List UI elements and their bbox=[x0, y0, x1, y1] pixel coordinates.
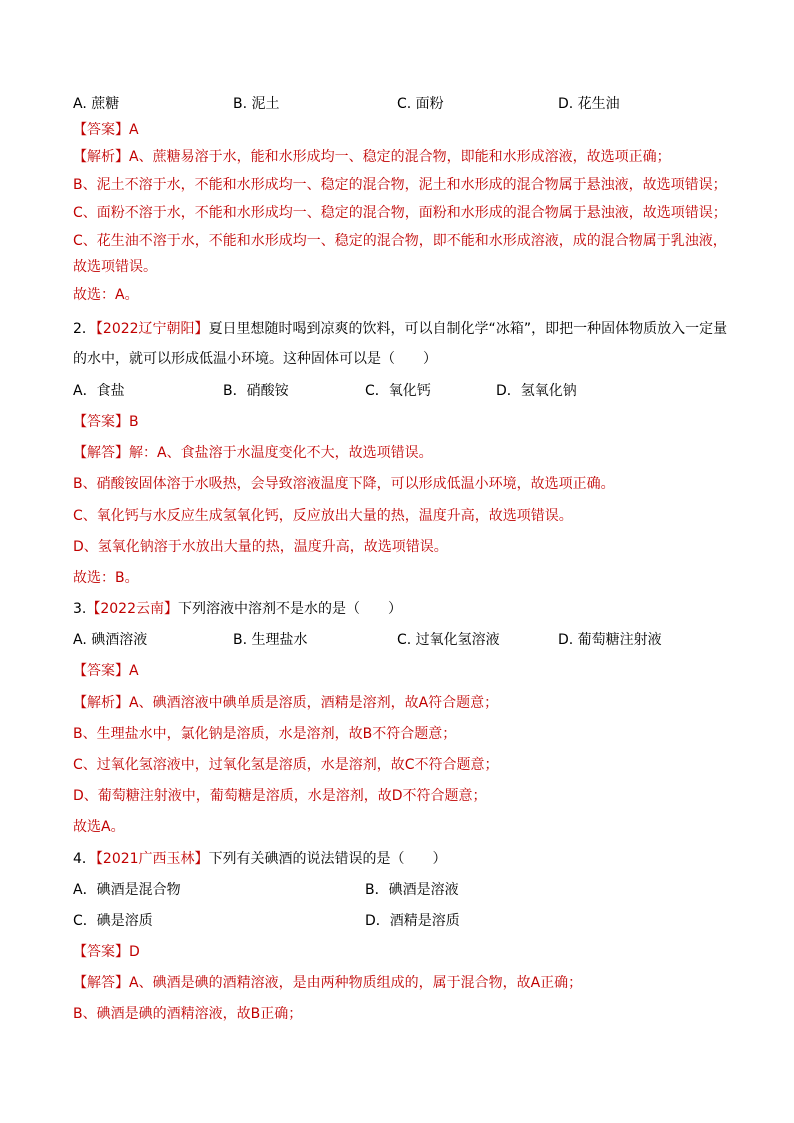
q3-analysis-line-1 bbox=[73, 692, 498, 714]
answer-value: A bbox=[129, 663, 139, 679]
q2-stem-line-1 bbox=[73, 318, 727, 340]
q3-number: 3. bbox=[73, 601, 87, 617]
answer-tag: 【答案】 bbox=[73, 414, 129, 430]
q2-final-answer: 故选：B。 bbox=[73, 570, 139, 586]
q3-final-answer: 故选A。 bbox=[73, 819, 125, 835]
analysis-text: A、碘酒是碘的酒精溶液，是由两种物质组成的，属于混合物，故A正确； bbox=[129, 975, 583, 991]
q1-analysis-line-4: C、花生油不溶于水，不能和水形成均一、稳定的混合物，即不能和水形成溶液，成的混合物属于乳浊液， bbox=[73, 233, 727, 249]
q4-option-b: B．碘酒是溶液 bbox=[365, 882, 459, 898]
q4-option-c: C．碘是溶质 bbox=[73, 913, 153, 929]
q2-option-d: D．氢氧化钠 bbox=[496, 383, 577, 399]
analysis-tag: 【解析】 bbox=[73, 695, 129, 711]
q1-analysis-line-5: 故选项错误。 bbox=[73, 259, 157, 275]
analysis-tag: 【解析】 bbox=[73, 149, 129, 165]
q3-analysis-line-4: D、葡萄糖注射液中，葡萄糖是溶质，水是溶剂，故D不符合题意； bbox=[73, 788, 487, 804]
q3-source: 【2022云南】 bbox=[86, 601, 178, 617]
answer-value: D bbox=[129, 944, 140, 960]
q3-option-a: A. 碘酒溶液 bbox=[73, 632, 148, 648]
q2-analysis-line-1 bbox=[73, 442, 433, 464]
q2-option-c: C．氧化钙 bbox=[365, 383, 431, 399]
q2-option-a: A．食盐 bbox=[73, 383, 125, 399]
q4-analysis-line-2: B、碘酒是碘的酒精溶液，故B正确； bbox=[73, 1006, 303, 1022]
answer-tag: 【答案】 bbox=[73, 122, 129, 138]
q3-stem-text: 下列溶液中溶剂不是水的是（ ） bbox=[178, 601, 402, 617]
q3-option-c: C. 过氧化氢溶液 bbox=[397, 632, 500, 648]
q2-analysis-line-3: C、氧化钙与水反应生成氢氧化钙，反应放出大量的热，温度升高，故选项错误。 bbox=[73, 508, 573, 524]
q2-analysis-line-2: B、硝酸铵固体溶于水吸热，会导致溶液温度下降，可以形成低温小环境，故选项正确。 bbox=[73, 476, 615, 492]
q4-analysis-line-1 bbox=[73, 972, 582, 994]
answer-tag: 【答案】 bbox=[73, 663, 129, 679]
q3-analysis-line-3: C、过氧化氢溶液中，过氧化氢是溶质，水是溶剂，故C不符合题意； bbox=[73, 757, 499, 773]
q2-stem-text: 夏日里想随时喝到凉爽的饮料，可以自制化学“冰箱”，即把一种固体物质放入一定量 bbox=[208, 321, 728, 337]
q1-option-c: C. 面粉 bbox=[397, 96, 444, 112]
q4-option-a: A．碘酒是混合物 bbox=[73, 882, 181, 898]
analysis-text: 解：A、食盐溶于水温度变化不大，故选项错误。 bbox=[129, 445, 433, 461]
q2-source: 【2022辽宁朝阳】 bbox=[95, 321, 209, 337]
answer-value: A bbox=[129, 122, 139, 138]
analysis-tag: 【解答】 bbox=[73, 975, 129, 991]
q2-option-b: B．硝酸铵 bbox=[223, 383, 289, 399]
q3-stem bbox=[73, 598, 402, 620]
q2-analysis-line-4: D、氢氧化钠溶于水放出大量的热，温度升高，故选项错误。 bbox=[73, 539, 448, 555]
answer-value: B bbox=[129, 414, 139, 430]
q2-number: 2． bbox=[73, 321, 96, 337]
q1-answer bbox=[73, 119, 139, 141]
q3-answer bbox=[73, 660, 139, 682]
answer-tag: 【答案】 bbox=[73, 944, 129, 960]
q1-analysis-line-2: B、泥土不溶于水，不能和水形成均一、稳定的混合物，泥土和水形成的混合物属于悬浊液，故选项错误； bbox=[73, 177, 727, 193]
q4-stem-text: 下列有关碘酒的说法错误的是（ ） bbox=[208, 851, 447, 867]
q1-option-b: B. 泥土 bbox=[233, 96, 280, 112]
q4-stem bbox=[73, 848, 447, 870]
q1-option-d: D. 花生油 bbox=[558, 96, 620, 112]
q3-analysis-line-2: B、生理盐水中，氯化钠是溶质，水是溶剂，故B不符合题意； bbox=[73, 726, 457, 742]
q3-option-b: B. 生理盐水 bbox=[233, 632, 308, 648]
q2-stem-line-2: 的水中，就可以形成低温小环境。这种固体可以是（ ） bbox=[73, 351, 437, 367]
q4-option-d: D．酒精是溶质 bbox=[365, 913, 460, 929]
analysis-tag: 【解答】 bbox=[73, 445, 129, 461]
q4-number: 4． bbox=[73, 851, 96, 867]
q4-source: 【2021广西玉林】 bbox=[95, 851, 209, 867]
q1-option-a: A. 蔗糖 bbox=[73, 96, 120, 112]
analysis-text: A、蔗糖易溶于水，能和水形成均一、稳定的混合物，即能和水形成溶液，故选项正确； bbox=[129, 149, 671, 165]
analysis-text: A、碘酒溶液中碘单质是溶质，酒精是溶剂，故A符合题意； bbox=[129, 695, 499, 711]
q4-answer bbox=[73, 941, 140, 963]
q3-option-d: D. 葡萄糖注射液 bbox=[558, 632, 662, 648]
q1-analysis-line-1 bbox=[73, 146, 671, 168]
q2-answer bbox=[73, 411, 139, 433]
q1-final-answer: 故选：A。 bbox=[73, 287, 139, 303]
q1-analysis-line-3: C、面粉不溶于水，不能和水形成均一、稳定的混合物，面粉和水形成的混合物属于悬浊液，故选项错误； bbox=[73, 205, 727, 221]
